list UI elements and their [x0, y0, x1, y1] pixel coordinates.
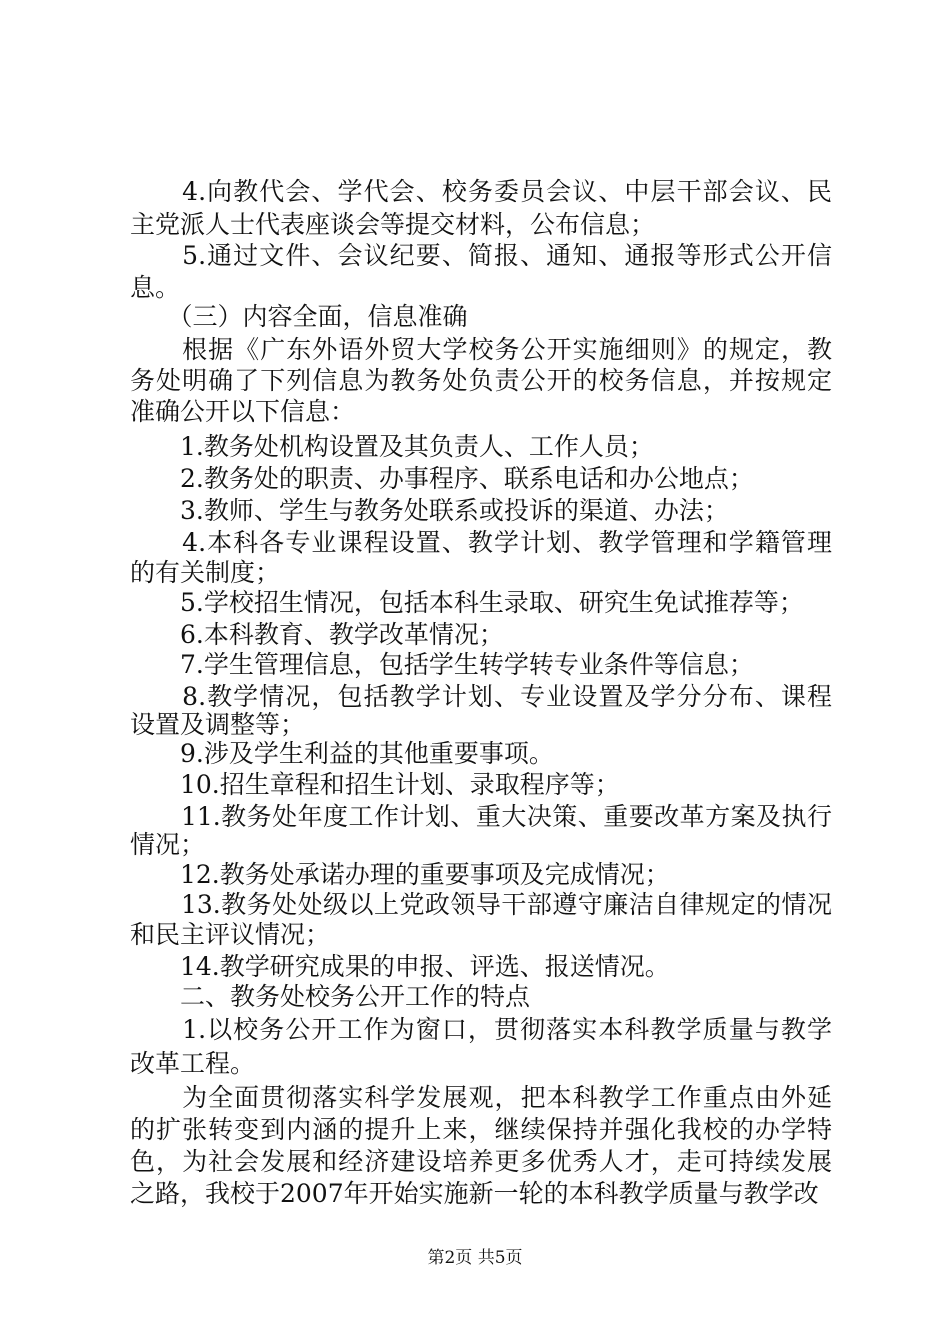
text-line: 色，为社会发展和经济建设培养更多优秀人才，走可持续发展: [130, 1147, 832, 1176]
text-line: 务处明确了下列信息为教务处负责公开的校务信息，并按规定: [130, 366, 832, 395]
text-line: 根据《广东外语外贸大学校务公开实施细则》的规定，教: [130, 335, 832, 364]
text-line: 的有关制度；: [130, 558, 281, 587]
text-line: 13.教务处处级以上党政领导干部遵守廉洁自律规定的情况: [130, 890, 832, 919]
text-line: 二、教务处校务公开工作的特点: [130, 982, 531, 1011]
text-line: 和民主评议情况；: [130, 920, 331, 949]
text-line: 12.教务处承诺办理的重要事项及完成情况；: [130, 860, 670, 889]
text-line: 6.本科教育、教学改革情况；: [130, 620, 504, 649]
text-line: 5.通过文件、会议纪要、简报、通知、通报等形式公开信: [130, 241, 832, 270]
page-footer: 第2页 共5页: [427, 1248, 523, 1268]
text-line: 的扩张转变到内涵的提升上来，继续保持并强化我校的办学特: [130, 1115, 832, 1144]
text-line: 7.学生管理信息，包括学生转学转专业条件等信息；: [130, 650, 754, 679]
text-line: 9.涉及学生利益的其他重要事项。: [130, 739, 554, 768]
text-line: 3.教师、学生与教务处联系或投诉的渠道、办法；: [130, 496, 729, 525]
text-line: 之路，我校于2007年开始实施新一轮的本科教学质量与教学改: [130, 1179, 819, 1208]
text-line: 4.向教代会、学代会、校务委员会议、中层干部会议、民: [130, 177, 832, 206]
text-line: 准确公开以下信息：: [130, 397, 356, 426]
text-line: 主党派人士代表座谈会等提交材料，公布信息；: [130, 210, 656, 239]
text-line: 1.以校务公开工作为窗口，贯彻落实本科教学质量与教学: [130, 1015, 832, 1044]
text-line: 情况；: [130, 830, 206, 859]
text-line: 设置及调整等；: [130, 710, 306, 739]
text-line: 5.学校招生情况，包括本科生录取、研究生免试推荐等；: [130, 588, 804, 617]
text-line: 息。: [130, 273, 181, 302]
text-line: 8.教学情况，包括教学计划、专业设置及学分分布、课程: [130, 682, 832, 711]
text-line: （三）内容全面，信息准确: [130, 302, 468, 331]
text-line: 改革工程。: [130, 1049, 256, 1078]
text-line: 10.招生章程和招生计划、录取程序等；: [130, 770, 620, 799]
text-line: 1.教务处机构设置及其负责人、工作人员；: [130, 432, 654, 461]
text-line: 4.本科各专业课程设置、教学计划、教学管理和学籍管理: [130, 528, 832, 557]
text-line: 14.教学研究成果的申报、评选、报送情况。: [130, 952, 670, 981]
text-line: 11.教务处年度工作计划、重大决策、重要改革方案及执行: [130, 802, 832, 831]
text-line: 为全面贯彻落实科学发展观，把本科教学工作重点由外延: [130, 1083, 832, 1112]
text-line: 2.教务处的职责、办事程序、联系电话和办公地点；: [130, 464, 754, 493]
